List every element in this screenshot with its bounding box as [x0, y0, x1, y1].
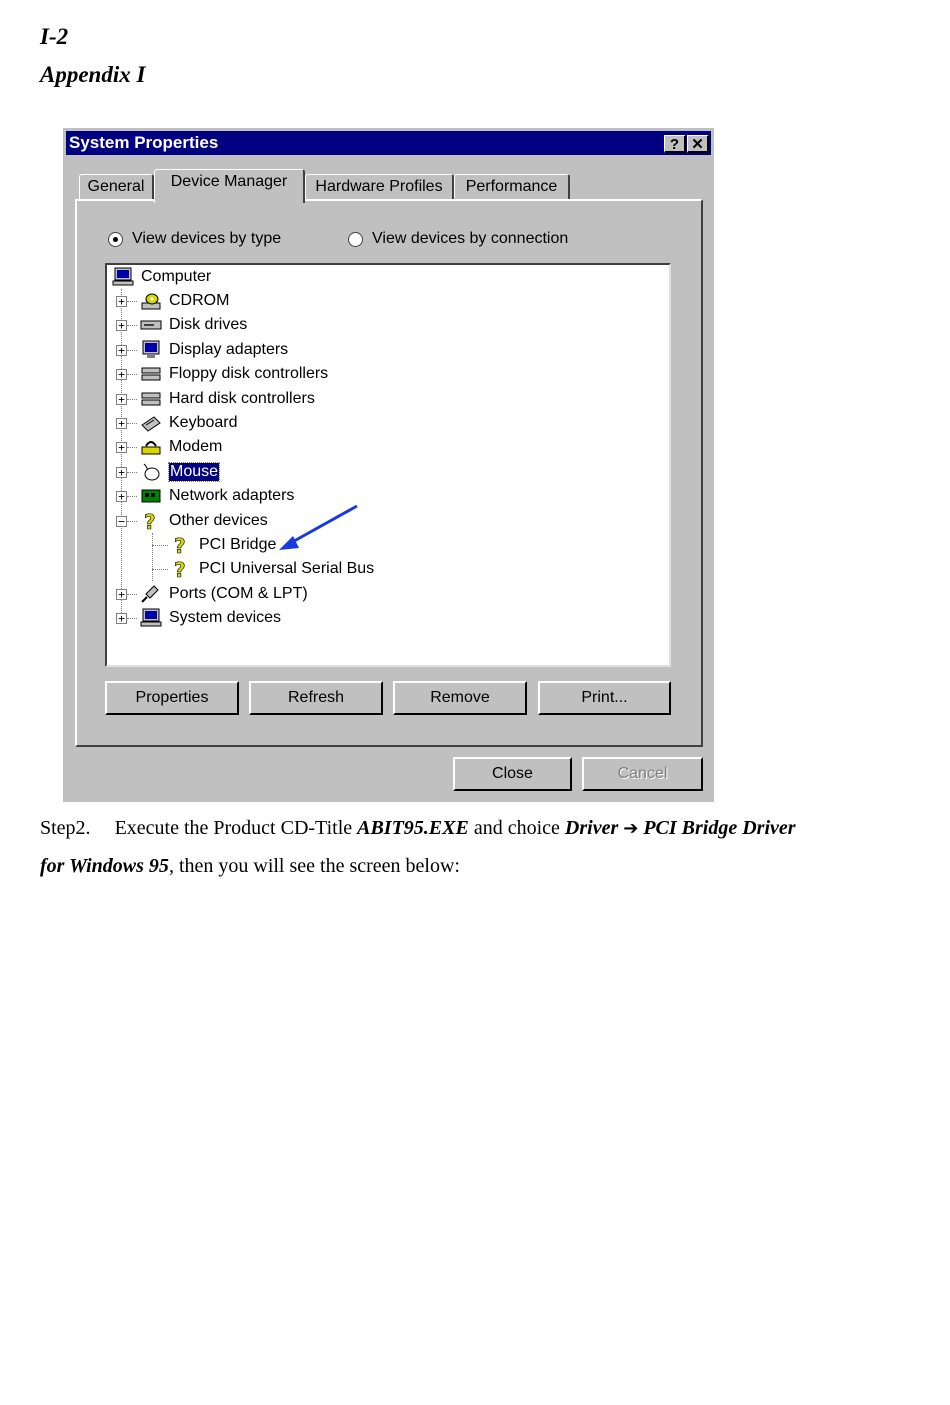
- tree-item-label: Mouse: [170, 462, 219, 480]
- tree-guide-line: [127, 472, 137, 473]
- network-adapter-icon: [139, 485, 163, 507]
- print-button[interactable]: Print...: [538, 681, 671, 715]
- tab-hardware-profiles[interactable]: Hardware Profiles: [305, 174, 454, 200]
- computer-icon: [111, 266, 135, 288]
- mouse-icon: [139, 461, 163, 483]
- tree-guide-line: [127, 618, 137, 619]
- page-number: I-2: [40, 24, 69, 49]
- svg-text:?: ?: [174, 534, 186, 556]
- step-caption-line-1: [40, 817, 796, 840]
- tree-item-label: Other devices: [169, 511, 268, 529]
- tree-item-floppy-disk-controllers[interactable]: [139, 363, 328, 385]
- tree-child-pci-bridge[interactable]: [169, 534, 276, 556]
- expand-icon[interactable]: +: [116, 467, 127, 478]
- radio-by-type-label: View devices by type: [132, 230, 282, 247]
- tree-item-hard-disk-controllers[interactable]: [139, 388, 315, 410]
- tree-item-label: Keyboard: [169, 414, 238, 431]
- svg-text:?: ?: [174, 558, 186, 581]
- tree-item-modem[interactable]: [139, 436, 222, 458]
- tree-guide-line: [127, 399, 137, 400]
- expand-icon[interactable]: +: [116, 442, 127, 453]
- cdrom-icon: [139, 290, 163, 312]
- dialog-titlebar: [66, 131, 711, 155]
- tree-guide-line-child: [152, 569, 168, 570]
- tree-root-label: Computer: [141, 268, 212, 285]
- radio-view-by-connection[interactable]: [348, 228, 568, 250]
- tree-item-label: System devices: [169, 609, 282, 627]
- caption-filename: ABIT95.EXE: [357, 817, 469, 839]
- tree-child-pci-universal-serial-bus[interactable]: [169, 558, 374, 580]
- expand-icon[interactable]: +: [116, 418, 127, 429]
- caption-windows: for Windows 95: [40, 855, 169, 877]
- radio-selected-icon[interactable]: [108, 232, 123, 247]
- tab-general[interactable]: General: [79, 174, 154, 200]
- caption-pci-bridge: PCI Bridge Driver: [643, 817, 796, 839]
- arrow-icon: ➔: [623, 818, 639, 839]
- close-icon[interactable]: ✕: [687, 135, 709, 153]
- tree-guide-line: [127, 350, 137, 351]
- caption-text-2: and choice: [468, 817, 565, 839]
- tree-item-network-adapters[interactable]: [139, 485, 294, 507]
- monitor-icon: [139, 339, 163, 361]
- tree-item-label: Ports (COM & LPT): [169, 584, 308, 602]
- radio-unselected-icon[interactable]: [348, 232, 363, 247]
- tree-guide-line: [121, 289, 122, 619]
- expand-icon[interactable]: +: [116, 589, 127, 600]
- step-label: Step2.: [40, 817, 91, 839]
- tree-item-label: Network adapters: [169, 487, 295, 505]
- caption-driver: Driver: [564, 817, 619, 839]
- controller-icon: [139, 363, 163, 385]
- question-mark-icon: [139, 510, 163, 532]
- tree-root[interactable]: [111, 266, 211, 288]
- tree-item-display-adapters[interactable]: [139, 339, 288, 361]
- caption-text-3: , then you will see the screen below:: [168, 855, 460, 877]
- tree-item-disk-drives[interactable]: [139, 314, 247, 336]
- system-properties-dialog: [63, 128, 714, 802]
- system-device-icon: [139, 607, 163, 629]
- expand-icon[interactable]: +: [116, 296, 127, 307]
- expand-icon[interactable]: +: [116, 345, 127, 356]
- tree-guide-line: [127, 521, 137, 522]
- tree-item-mouse[interactable]: [139, 461, 219, 483]
- expand-icon[interactable]: +: [116, 369, 127, 380]
- step-caption-line-2: [40, 855, 460, 878]
- annotation-arrow-icon: [273, 500, 363, 554]
- tree-item-label: Modem: [169, 438, 223, 456]
- tree-guide-line-child: [152, 533, 153, 581]
- collapse-icon[interactable]: −: [116, 516, 127, 527]
- expand-icon[interactable]: +: [116, 491, 127, 502]
- radio-by-connection-label: View devices by connection: [372, 230, 569, 247]
- expand-icon[interactable]: +: [116, 394, 127, 405]
- properties-button[interactable]: Properties: [105, 681, 239, 715]
- disk-drive-icon: [139, 314, 163, 336]
- svg-text:?: ?: [144, 509, 156, 532]
- tree-child-label: PCI Universal Serial Bus: [199, 560, 375, 578]
- tree-guide-line-child: [152, 545, 168, 546]
- question-mark-icon: [169, 558, 193, 580]
- tree-item-ports-com-lpt[interactable]: [139, 583, 308, 605]
- tree-guide-line: [127, 594, 137, 595]
- tree-child-label: PCI Bridge: [199, 536, 277, 553]
- cancel-button[interactable]: Cancel: [582, 757, 703, 791]
- tree-guide-line: [127, 325, 137, 326]
- expand-icon[interactable]: +: [116, 613, 127, 624]
- section-title: Appendix I: [40, 62, 146, 87]
- tree-item-label: Disk drives: [169, 316, 248, 334]
- modem-icon: [139, 436, 163, 458]
- radio-view-by-type[interactable]: [108, 228, 281, 250]
- tree-guide-line: [127, 496, 137, 497]
- close-button[interactable]: Close: [453, 757, 572, 791]
- refresh-button[interactable]: Refresh: [249, 681, 383, 715]
- port-icon: [139, 583, 163, 605]
- tree-guide-line: [127, 447, 137, 448]
- tree-item-keyboard[interactable]: [139, 412, 238, 434]
- expand-icon[interactable]: +: [116, 320, 127, 331]
- controller-icon: [139, 388, 163, 410]
- tab-performance[interactable]: Performance: [454, 174, 570, 200]
- dialog-title: System Properties: [69, 133, 219, 152]
- question-mark-icon: [169, 534, 193, 556]
- tree-item-other-devices[interactable]: [139, 510, 268, 532]
- tree-item-system-devices[interactable]: [139, 607, 281, 629]
- tree-guide-line: [127, 423, 137, 424]
- device-tree[interactable]: [105, 263, 671, 667]
- tree-guide-line: [127, 374, 137, 375]
- remove-button[interactable]: Remove: [393, 681, 527, 715]
- keyboard-icon: [139, 412, 163, 434]
- tree-guide-line: [127, 301, 137, 302]
- tree-item-label: Floppy disk controllers: [169, 365, 329, 383]
- tree-item-cdrom[interactable]: [139, 290, 229, 312]
- tree-item-label: Display adapters: [169, 340, 289, 358]
- tab-device-manager[interactable]: Device Manager: [154, 169, 305, 203]
- help-button[interactable]: ?: [664, 135, 686, 153]
- tree-item-label: Hard disk controllers: [169, 389, 315, 407]
- caption-text-1: Execute the Product CD-Title: [114, 817, 358, 839]
- tree-item-label: CDROM: [169, 292, 230, 309]
